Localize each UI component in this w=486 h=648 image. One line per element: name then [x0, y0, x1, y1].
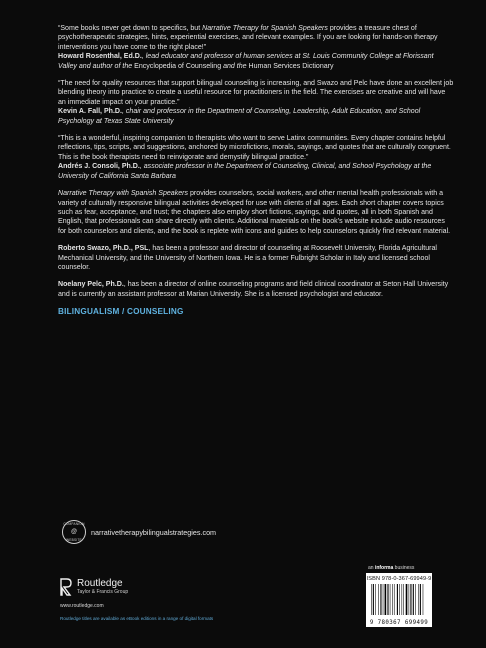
- subject-category: BILINGUALISM / COUNSELING: [58, 307, 184, 317]
- endorser-name: Howard Rosenthal, Ed.D.: [58, 53, 142, 61]
- barcode-bars: [370, 584, 428, 617]
- blurb-quote-2: “The need for quality resources that support bilingual counseling is increasing, and Swazo and Pelc have done an excellent job blending theory into practice to create a useful resource for practitioners in the field. The exercises are creative and will have an immediate impact on your practice.”: [58, 80, 454, 106]
- isbn-barcode: [366, 573, 432, 627]
- back-cover-text: [58, 24, 454, 316]
- barcode-digits: 9 780367 699499: [369, 620, 429, 626]
- blurb-quote-3: “This is a wonderful, inspiring companion to therapists who want to serve Latinx communities. Every chapter contains helpful reflections, tips, scripts, and suggestions, anchored by microfictions, morals, sayings, and quotes that are culturally congruent. This is the book therapists need to reinvigorate and demystify bilingual practice.”: [58, 135, 451, 161]
- author-bio-1: Roberto Swazo, Ph.D., PSL, has been a professor and director of counseling at Roosevelt University, Florida Agricultural Mechanical University, and the University of Northern Iowa. He is a former Fulbright Scholar in Italy and licensed school counselor.: [58, 245, 438, 271]
- companion-website: [62, 520, 216, 544]
- publisher-group: Taylor & Francis Group: [77, 588, 129, 595]
- isbn-label: ISBN 978-0-367-69949-9: [366, 576, 432, 582]
- blurb-attribution-2: Kevin A. Fall, Ph.D., chair and professor in the Department of Counseling, Leadership, Adult Education, and School Psychology at Texas State University: [58, 108, 421, 125]
- blurb-attribution-3: Andrés J. Consoli, Ph.D., associate professor in the Department of Counseling, Clinical, and School Psychology at the University of California Santa Barbara: [58, 163, 432, 180]
- author-name: Roberto Swazo, Ph.D., PSL: [58, 245, 149, 253]
- book-title-ref: Narrative Therapy with Spanish Speakers: [58, 190, 189, 198]
- author-name: Noelany Pelc, Ph.D.: [58, 281, 124, 289]
- book-description: Narrative Therapy with Spanish Speakers provides counselors, social workers, and other mental health professionals with a variety of culturally responsive bilingual activities developed for use with clients of all ages. Each short chapter covers topics such as fear, acceptance, and trust; the chapters also employ short fictions, sayings, and quotes, all in both Spanish and English, that professionals can share directly with clients. Additional materials on the book’s website include audio resources for both counselors and clients, and the book is replete with icons and guides to help counselors quickly find relevant material.: [58, 190, 451, 235]
- routledge-r-icon: [60, 578, 72, 596]
- ebook-note: Routledge titles are available as eBook editions in a range of digital formats: [60, 616, 214, 621]
- author-bio-2: Noelany Pelc, Ph.D., has been a director of online counseling programs and field clinical coordinator at Seton Hall University and is currently an assistant professor at Marian University. She is a licensed psychologist and educator.: [58, 281, 449, 298]
- endorser-name: Kevin A. Fall, Ph.D.: [58, 108, 122, 116]
- publisher-name: Routledge: [77, 577, 123, 589]
- companion-website-icon: COMPANION @ WEBSITE: [63, 522, 85, 542]
- publisher-logo: [60, 578, 128, 596]
- publisher-website[interactable]: www.routledge.com: [60, 603, 104, 609]
- companion-website-url[interactable]: narrativetherapybilingualstrategies.com: [91, 527, 217, 537]
- book-title-ref: Narrative Therapy for Spanish Speakers: [202, 25, 328, 32]
- endorser-name: Andrés J. Consoli, Ph.D.: [58, 163, 140, 171]
- informa-business-mark: an informa business: [368, 565, 415, 571]
- blurb-attribution-1: Howard Rosenthal, Ed.D., lead educator and professor of human services at St. Louis Community College at Florissant Valley and author of the Encyclopedia of Counseling and the Human Services Dictionary: [58, 53, 434, 70]
- blurb-quote-1: “Some books never get down to specifics, but Narrative Therapy for Spanish Speakers provides a treasure chest of psychotherapeutic strategies, hints, experiential exercises, and relevant examples. If you are looking for hands-on therapy interventions you have come to the right place!”: [58, 25, 438, 51]
